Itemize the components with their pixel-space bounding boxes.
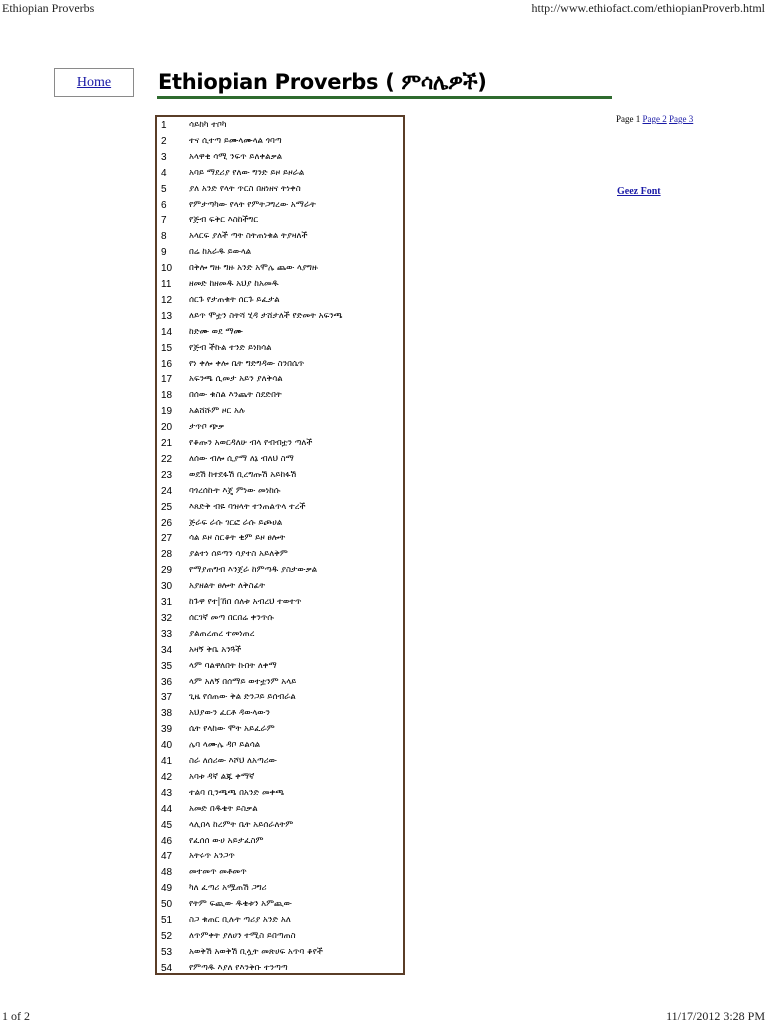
proverb-text: እጸድቅ ብዬ ባዝላት ተንጠልጥላ ተረች <box>189 501 306 512</box>
proverb-number: 24 <box>161 485 173 497</box>
proverb-text: ታጥቦ ጭቃ <box>189 422 225 433</box>
proverb-number: 39 <box>161 724 173 736</box>
proverb-row <box>157 388 402 404</box>
proverb-number: 50 <box>161 899 173 911</box>
proverb-number: 25 <box>161 501 173 513</box>
proverb-text: አዛኝ ቅቤ አንጓች <box>189 644 242 655</box>
proverb-row <box>157 531 402 547</box>
proverb-row <box>157 738 402 754</box>
proverb-number: 47 <box>161 851 173 863</box>
proverb-text: ለይጥ ሞቷን ስትሻ ሂዳ ታሸታለች የድመት አፍንጫ <box>189 310 343 321</box>
proverb-number: 19 <box>161 406 173 418</box>
proverb-row <box>157 198 402 214</box>
proverb-number: 16 <box>161 358 173 370</box>
proverb-number: 37 <box>161 692 173 704</box>
proverb-text: አመድ በዱቄት ይስቃል <box>189 803 258 814</box>
proverb-text: ላም አለኝ በሰማይ ወተቷንም አላይ <box>189 676 297 687</box>
proverb-text: የትም ፍጪው ዱቄቱን አምጪው <box>189 899 292 910</box>
proverb-row <box>157 420 402 436</box>
proverb-text: ያልተነ ሰይጣን ሳያተስ አይለቅም <box>189 549 288 560</box>
proverb-row <box>157 484 402 500</box>
proverb-row <box>157 357 402 373</box>
proverb-row <box>157 595 402 611</box>
proverb-number: 22 <box>161 453 173 465</box>
proverb-number: 40 <box>161 740 173 752</box>
proverb-row <box>157 675 402 691</box>
proverb-number: 44 <box>161 803 173 815</box>
proverb-number: 9 <box>161 247 167 259</box>
proverb-number: 46 <box>161 835 173 847</box>
proverb-row <box>157 865 402 881</box>
proverb-text: ጊዜ የሰጠው ቅል ድንጋይ ይሰብራል <box>189 692 296 703</box>
proverb-row <box>157 229 402 245</box>
proverb-number: 54 <box>161 962 173 974</box>
proverb-row <box>157 150 402 166</box>
proverb-text: በቅሎ ግዙ ግዙ አንድ አሞሌ ጨው ላያግዙ <box>189 263 318 274</box>
proverb-number: 1 <box>161 120 167 131</box>
proverb-row <box>157 961 402 975</box>
proverb-row <box>157 722 402 738</box>
proverb-text: ባጎረሰኩት እጄ ምነው መነከሱ <box>189 485 281 496</box>
proverb-row <box>157 404 402 420</box>
proverb-text: የፈሰሰ ውሀ አይታፈስም <box>189 835 264 846</box>
proverb-number: 12 <box>161 294 173 306</box>
proverb-number: 32 <box>161 612 173 624</box>
proverb-row <box>157 563 402 579</box>
pagination-link-page-3[interactable]: Page 3 <box>669 114 694 124</box>
proverb-text: የምጣዱ እያለ የእንቅቡ ተንጣጣ <box>189 962 288 973</box>
proverb-text: አወቅሽ አወቅሽ ቢሏት መጽሀፍ አጥባ ቆየች <box>189 946 323 957</box>
print-header-url: http://www.ethiofact.com/ethiopianProverb.html <box>531 1 765 15</box>
home-link[interactable]: Home <box>76 74 112 90</box>
proverb-row <box>157 547 402 563</box>
proverb-number: 13 <box>161 310 173 322</box>
title-underline <box>157 96 612 99</box>
proverb-number: 2 <box>161 135 167 147</box>
proverb-row <box>157 245 402 261</box>
proverb-text: ተና ሲተጣ ይሙላሙላል ጎባጣ <box>189 135 282 146</box>
proverb-text: አባይ ማደሪያ የለው ግንድ ይዞ ይዞራል <box>189 167 305 178</box>
proverb-text: መተመጥ መቶመጥ <box>189 867 247 878</box>
proverb-row <box>157 516 402 532</box>
proverb-number: 11 <box>161 279 172 290</box>
proverb-number: 42 <box>161 771 173 783</box>
proverb-row <box>157 213 402 229</box>
proverb-text: ያልጠረጠረ ተመነጠረ <box>189 628 255 639</box>
proverb-row <box>157 913 402 929</box>
proverb-row <box>157 945 402 961</box>
proverb-text: ዘመድ ከዘመዱ አህያ ከአመዱ <box>189 279 279 289</box>
proverb-row <box>157 134 402 150</box>
proverb-text: ሳይከካ ተቦካ <box>189 120 227 130</box>
proverb-text: ሳል ይዞ ስርቆት ቂም ይዞ ፀሎት <box>189 533 286 544</box>
proverb-row <box>157 261 402 277</box>
proverb-row <box>157 770 402 786</box>
proverb-text: በሬ ከአራዱ ይውላል <box>189 247 252 258</box>
proverb-text: አትሩጥ አንጋጥ <box>189 851 235 862</box>
proverb-text: አያዘልት ፀሎት ለቅስፊት <box>189 581 266 592</box>
print-header <box>0 1 768 15</box>
proverb-number: 28 <box>161 549 173 561</box>
proverbs-table <box>155 115 405 975</box>
pagination-current: Page 1 <box>616 114 641 124</box>
proverb-number: 53 <box>161 946 173 958</box>
proverb-number: 4 <box>161 167 167 179</box>
proverb-row <box>157 834 402 850</box>
print-header-title: Ethiopian Proverbs <box>2 1 95 15</box>
print-footer-datetime: 11/17/2012 3:28 PM <box>666 1009 765 1023</box>
proverb-text: አላርፍ ያለች ጣት ስትጠነቁል ትያዛለች <box>189 231 308 242</box>
proverb-row <box>157 818 402 834</box>
proverb-row <box>157 611 402 627</box>
proverb-row <box>157 643 402 659</box>
proverb-row <box>157 690 402 706</box>
proverb-number: 41 <box>161 756 173 767</box>
proverb-number: 3 <box>161 151 167 163</box>
proverb-row <box>157 372 402 388</box>
proverb-text: ጅራፍ ራሱ ገርፎ ራሱ ይጮሀል <box>189 517 283 528</box>
proverb-row <box>157 929 402 945</box>
proverb-text: የምታጣካው የላት የምትጋግረው አማራት <box>189 199 316 210</box>
proverb-number: 21 <box>161 438 173 449</box>
proverb-row <box>157 436 402 452</box>
proverb-row <box>157 452 402 468</box>
proverb-row <box>157 754 402 770</box>
proverb-text: አላዋቂ ሳሚ ንፍጥ ይለቀልቃል <box>189 151 283 162</box>
proverb-number: 8 <box>161 231 167 243</box>
proverb-text: ለሰው ብሎ ሲያማ ለኔ ብለህ ስማ <box>189 453 294 464</box>
proverb-text: በሰው ቁስል እንጨት ስደድበት <box>189 390 282 401</box>
proverb-number: 52 <box>161 930 173 942</box>
proverb-number: 6 <box>161 199 167 211</box>
proverb-row <box>157 881 402 897</box>
proverb-text: ላም ባልዋለበት ኩበት ለቀማ <box>189 660 277 671</box>
proverb-text: ለጥምቀት ያለሀን ተሚስ ይበጣጠስ <box>189 930 296 941</box>
proverb-text: አልሸሹም ዞር አሉ <box>189 406 246 417</box>
proverb-row <box>157 166 402 182</box>
pagination <box>616 114 693 124</box>
proverb-text: ሴት የላከው ሞት አይፈራም <box>189 724 275 735</box>
proverb-number: 20 <box>161 422 173 434</box>
proverb-text: የጅብ ችኩል ተንድ ይነክሳል <box>189 342 272 353</box>
proverb-number: 38 <box>161 708 173 720</box>
proverb-number: 31 <box>161 597 173 608</box>
proverb-number: 51 <box>161 915 173 926</box>
geez-font-link[interactable]: Geez Font <box>617 186 661 197</box>
proverb-number: 49 <box>161 883 173 895</box>
print-footer-page-count: 1 of 2 <box>2 1009 30 1023</box>
home-nav-box <box>54 68 134 97</box>
proverb-number: 30 <box>161 581 173 593</box>
proverb-row <box>157 277 402 293</box>
proverb-number: 48 <box>161 867 173 879</box>
proverb-number: 10 <box>161 263 173 275</box>
proverb-row <box>157 786 402 802</box>
proverb-row <box>157 500 402 516</box>
proverb-text: ከድሙ ወደ ማሙ <box>189 326 243 337</box>
proverb-number: 29 <box>161 565 173 577</box>
proverb-number: 23 <box>161 469 173 481</box>
proverb-text: ወደሽ ከተደፋሽ ቢረግጡሽ አይከፋሽ <box>189 469 297 480</box>
proverb-number: 5 <box>161 183 167 195</box>
proverb-number: 7 <box>161 215 167 227</box>
proverb-text: የነ ቀሎ ቀሎ ቤት ግድግዳው ስንበሴጥ <box>189 358 305 369</box>
pagination-link-page-2[interactable]: Page 2 <box>642 114 667 124</box>
proverb-row <box>157 118 402 134</box>
proverb-text: አባቱ ዳኛ ልጁ ቀማኛ <box>189 771 255 782</box>
proverb-row <box>157 897 402 913</box>
print-footer <box>0 1009 768 1023</box>
proverb-number: 36 <box>161 676 173 688</box>
proverb-text: አህያውን ፈርቶ ዳውላውን <box>189 708 270 719</box>
proverb-number: 18 <box>161 390 173 402</box>
proverb-row <box>157 468 402 484</box>
proverb-text: ሰርገኛ መጣ በርበሬ ቀንጥሱ <box>189 612 275 623</box>
proverb-text: አፍንጫ ሲመታ አይን ያለቅሳል <box>189 374 283 385</box>
proverb-text: ላሊበላ ከረምት ቤት አይሰራለትም <box>189 819 294 830</box>
proverb-row <box>157 182 402 198</box>
proverb-number: 45 <box>161 819 173 831</box>
proverb-text: ስራ ለሰሪው እሾህ ለአጣሪው <box>189 756 277 766</box>
proverb-number: 35 <box>161 660 173 672</box>
proverb-number: 27 <box>161 533 173 545</box>
proverb-text: የጅብ ፍቅር እስከችግር <box>189 215 259 226</box>
proverb-number: 43 <box>161 787 173 799</box>
proverb-row <box>157 802 402 818</box>
proverb-number: 26 <box>161 517 173 529</box>
proverb-row <box>157 325 402 341</box>
proverb-number: 34 <box>161 644 173 656</box>
proverb-number: 17 <box>161 374 173 386</box>
proverb-row <box>157 659 402 675</box>
proverb-row <box>157 579 402 595</box>
proverb-text: ሌባ ላሙሌ ዳቦ ይልሳል <box>189 740 261 751</box>
proverb-text: ያለ አንድ የላት ጥርስ በዘነዘና ትነቀስ <box>189 183 301 194</box>
page-title: Ethiopian Proverbs ( ምሳሌዎች) <box>158 70 487 94</box>
proverb-text: ስጋ ቁጠር ቢሉት ጣሪያ አንድ አለ <box>189 915 291 925</box>
proverb-number: 15 <box>161 342 173 354</box>
proverb-number: 33 <box>161 628 173 640</box>
proverb-text: የማያጠግብ እንጀራ ከምጣዱ ያስታውቃል <box>189 565 318 576</box>
proverb-text: ካለ ፈጣሪ አሟጠሽ ጋግሪ <box>189 883 267 894</box>
proverb-row <box>157 341 402 357</box>
proverb-text: ሰርጉ የታጠቁት ሰርጉ ይፈታል <box>189 294 280 305</box>
proverb-text: ተልባ ቢንጫጫ በአንድ መቀጫ <box>189 787 285 798</box>
proverb-row <box>157 309 402 325</box>
proverb-row <box>157 849 402 865</box>
proverb-text: የቆጡን አወርዳለሁ ብላ የብብቷን ጣለች <box>189 438 313 448</box>
proverb-text: ከጉዋ የተ|ኸበ ሰለቱ አብረህ ተወተጥ <box>189 597 302 607</box>
proverb-row <box>157 706 402 722</box>
proverb-row <box>157 627 402 643</box>
proverb-row <box>157 293 402 309</box>
proverb-number: 14 <box>161 326 173 338</box>
